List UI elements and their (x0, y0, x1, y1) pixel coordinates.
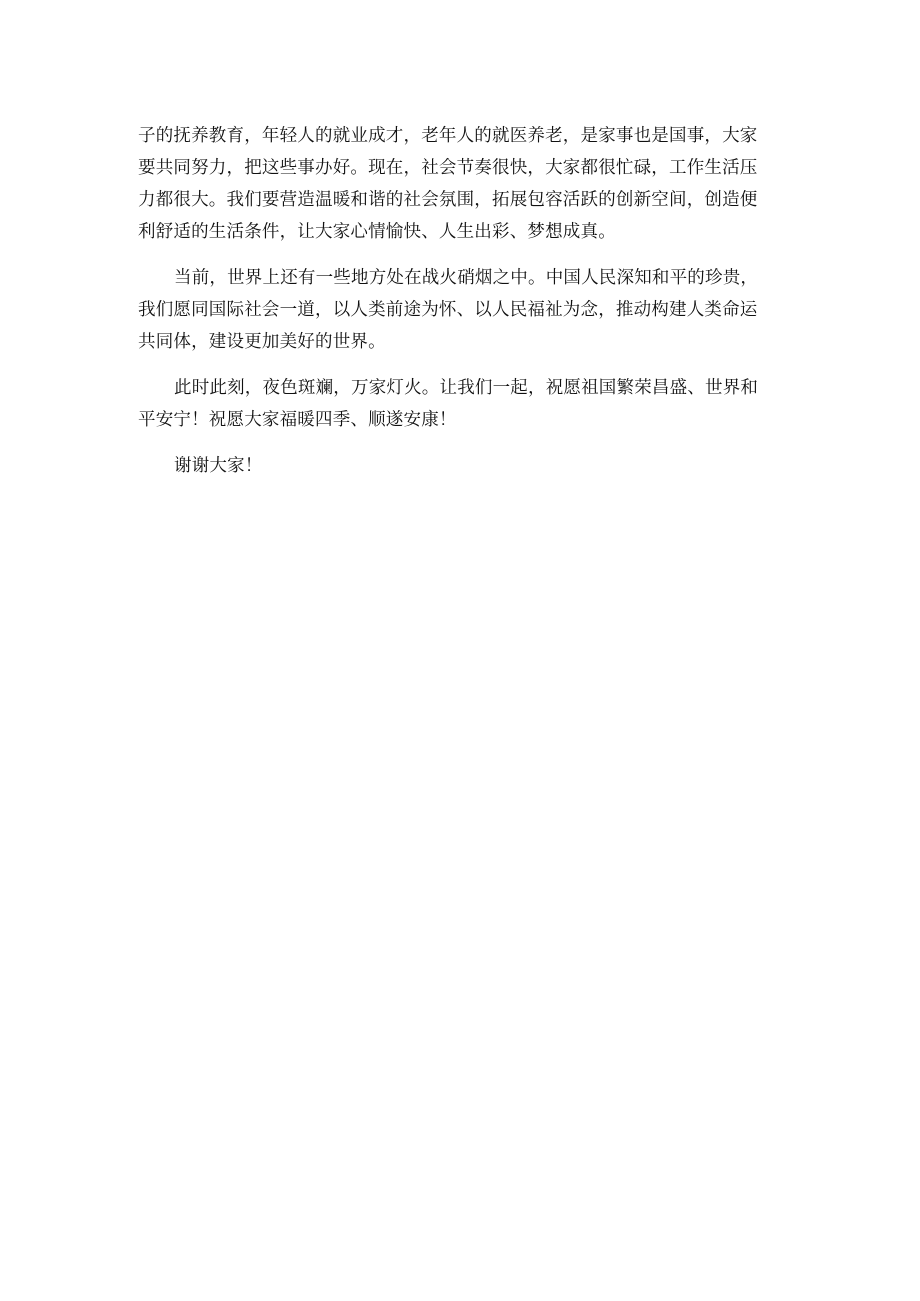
text-line: 共同体，建设更加美好的世界。 (138, 332, 386, 352)
text-line: 我们愿同国际社会一道，以人类前途为怀、以人民福祉为念，推动构建人类命运 (138, 300, 758, 320)
paragraph-closing (138, 450, 788, 482)
text-line: 平安宁！祝愿大家福暖四季、顺遂安康！ (138, 410, 457, 430)
text-line: 此时此刻，夜色斑斓，万家灯火。让我们一起，祝愿祖国繁荣昌盛、世界和 (174, 378, 759, 398)
paragraph-wishes (138, 372, 788, 436)
text-line: 利舒适的生活条件，让大家心情愉快、人生出彩、梦想成真。 (138, 222, 616, 242)
text-line: 当前，世界上还有一些地方处在战火硝烟之中。中国人民深知和平的珍贵， (174, 268, 759, 288)
document-body (138, 120, 788, 496)
text-line: 子的抚养教育，年轻人的就业成才，老年人的就医养老，是家事也是国事，大家 (138, 126, 758, 146)
text-line: 要共同努力，把这些事办好。现在，社会节奏很快，大家都很忙碌，工作生活压 (138, 158, 758, 178)
text-line: 谢谢大家！ (174, 456, 263, 476)
text-line: 力都很大。我们要营造温暖和谐的社会氛围，拓展包容活跃的创新空间，创造便 (138, 190, 758, 210)
paragraph-continuation (138, 120, 788, 248)
paragraph-world-peace (138, 262, 788, 358)
